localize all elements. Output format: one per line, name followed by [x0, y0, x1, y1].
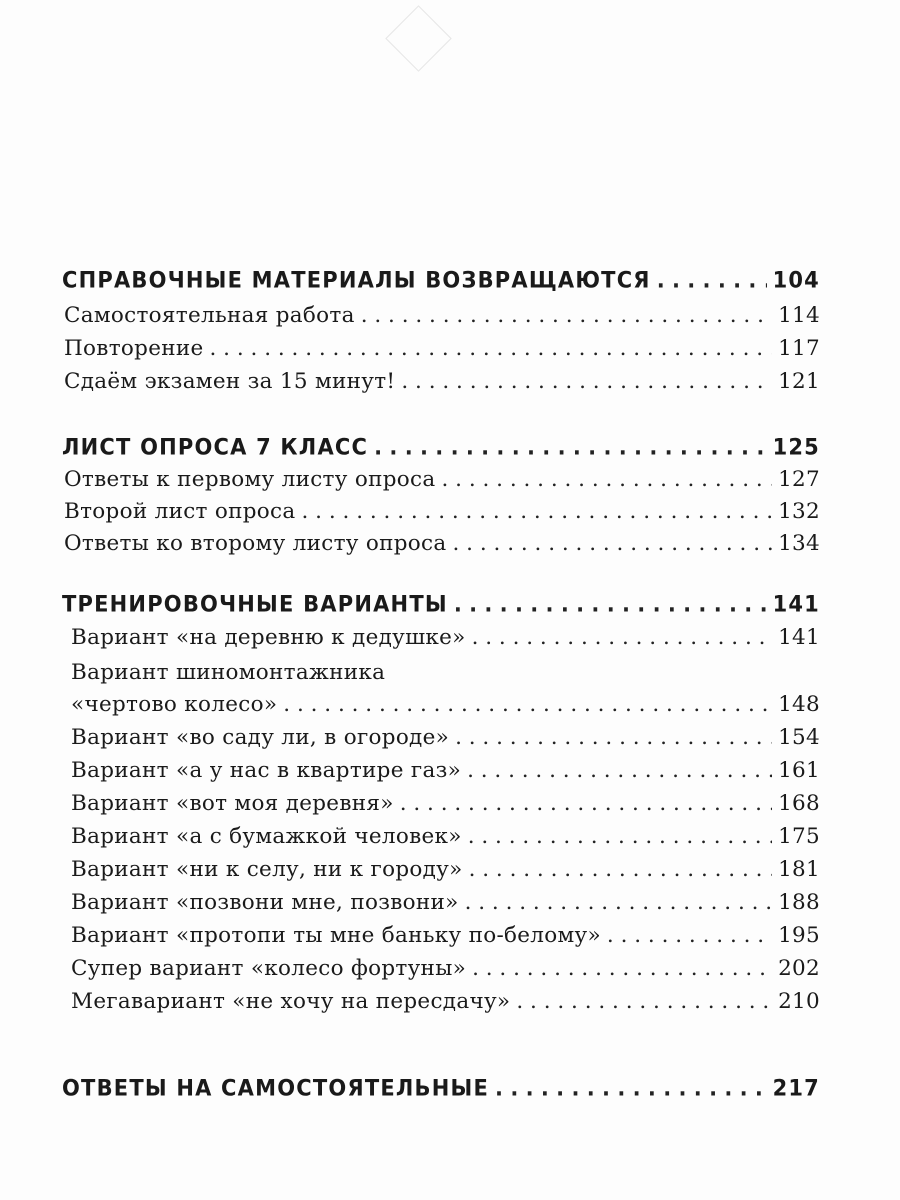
- dot-leader: [467, 758, 772, 783]
- toc-entry: [64, 336, 820, 361]
- toc-entry: [71, 824, 820, 849]
- toc-section-heading: [62, 267, 820, 292]
- toc-page-number: 141: [772, 591, 820, 617]
- dot-leader: [401, 369, 772, 394]
- toc-entry-title: ТРЕНИРОВОЧНЫЕ ВАРИАНТЫ: [62, 591, 448, 617]
- toc-page-number: 121: [778, 369, 820, 394]
- toc-section-heading: [62, 1075, 820, 1100]
- toc-entry: [71, 791, 820, 816]
- dot-leader: [455, 725, 772, 750]
- toc-entry-title: Вариант «вот моя деревня»: [71, 791, 394, 816]
- toc-entry-title: Вариант «ни к селу, ни к городу»: [71, 857, 463, 882]
- toc-entry-title: Повторение: [64, 336, 204, 361]
- dot-leader: [607, 923, 772, 948]
- toc-entry-title: Вариант «позвони мне, позвони»: [71, 890, 459, 915]
- toc-page-number: 141: [778, 625, 820, 650]
- toc-entry: [64, 499, 820, 524]
- toc-entry-title: Вариант «во саду ли, в огороде»: [71, 725, 450, 750]
- dot-leader: [657, 267, 767, 292]
- toc-entry: [64, 303, 820, 328]
- dot-leader: [468, 824, 772, 849]
- toc-entry-title: «чертово колесо»: [71, 692, 278, 717]
- toc-entry-title: Вариант «протопи ты мне баньку по-белому»: [71, 923, 601, 948]
- dot-leader: [469, 857, 772, 882]
- toc-page-number: 188: [778, 890, 820, 915]
- bleed-through-page-ornament: [385, 5, 451, 71]
- dot-leader: [374, 434, 766, 459]
- toc-entry: [64, 531, 820, 556]
- dot-leader: [495, 1075, 767, 1100]
- toc-entry-title: Вариант шиномонтажника: [71, 660, 386, 685]
- dot-leader: [454, 591, 767, 616]
- dot-leader: [283, 692, 772, 717]
- dot-leader: [441, 467, 772, 492]
- toc-entry: [71, 923, 820, 948]
- toc-page-number: 104: [772, 267, 820, 293]
- toc-entry: [71, 758, 820, 783]
- toc-entry: [71, 890, 820, 915]
- toc-page-number: 127: [778, 467, 820, 492]
- toc-entry: [71, 956, 820, 981]
- toc-entry-title: Вариант «а у нас в квартире газ»: [71, 758, 462, 783]
- toc-page-number: 181: [778, 857, 820, 882]
- toc-entry: [71, 725, 820, 750]
- toc-section-heading: [62, 591, 820, 616]
- toc-page-number: 202: [778, 956, 820, 981]
- toc-entry: [64, 369, 820, 394]
- toc-page-number: 154: [778, 725, 820, 750]
- toc-entry: [71, 660, 820, 685]
- toc-entry: [71, 989, 820, 1014]
- toc-page-number: 161: [778, 758, 820, 783]
- toc-entry: [71, 625, 820, 650]
- toc-page-number: 117: [778, 336, 820, 361]
- toc-entry: [64, 467, 820, 492]
- toc-entry-title: Самостоятельная работа: [64, 303, 355, 328]
- toc-page-number: 132: [778, 499, 820, 524]
- toc-section-heading: [62, 434, 820, 459]
- toc-page-number: 134: [778, 531, 820, 556]
- toc-page-number: 114: [778, 303, 820, 328]
- toc-entry-title: Вариант «а с бумажкой человек»: [71, 824, 462, 849]
- toc-page-number: 175: [778, 824, 820, 849]
- dot-leader: [465, 890, 772, 915]
- dot-leader: [302, 499, 773, 524]
- toc-entry-title: Супер вариант «колесо фортуны»: [71, 956, 467, 981]
- dot-leader: [453, 531, 773, 556]
- dot-leader: [472, 625, 772, 650]
- toc-entry: [71, 857, 820, 882]
- dot-leader: [210, 336, 773, 361]
- toc-page-number: 217: [772, 1075, 820, 1101]
- toc-page-number: 168: [778, 791, 820, 816]
- toc-page-number: 195: [778, 923, 820, 948]
- toc-page-number: 210: [778, 989, 820, 1014]
- toc-entry-title: Второй лист опроса: [64, 499, 296, 524]
- toc-page-number: 148: [778, 692, 820, 717]
- toc-entry-title: Ответы к первому листу опроса: [64, 467, 436, 492]
- dot-leader: [361, 303, 772, 328]
- toc-entry-title: Сдаём экзамен за 15 минут!: [64, 369, 396, 394]
- toc-page-number: 125: [772, 434, 820, 460]
- toc-entry-title: Мегавариант «не хочу на пересдачу»: [71, 989, 511, 1014]
- toc-entry-title: Вариант «на деревню к дедушке»: [71, 625, 466, 650]
- toc-entry-title: Ответы ко второму листу опроса: [64, 531, 447, 556]
- dot-leader: [516, 989, 772, 1014]
- dot-leader: [472, 956, 772, 981]
- toc-entry-title: ОТВЕТЫ НА САМОСТОЯТЕЛЬНЫЕ: [62, 1075, 490, 1101]
- toc-entry-title: СПРАВОЧНЫЕ МАТЕРИАЛЫ ВОЗВРАЩАЮТСЯ: [62, 267, 651, 293]
- dot-leader: [400, 791, 772, 816]
- toc-entry-title: ЛИСТ ОПРОСА 7 КЛАСС: [62, 434, 369, 460]
- toc-entry: [71, 692, 820, 717]
